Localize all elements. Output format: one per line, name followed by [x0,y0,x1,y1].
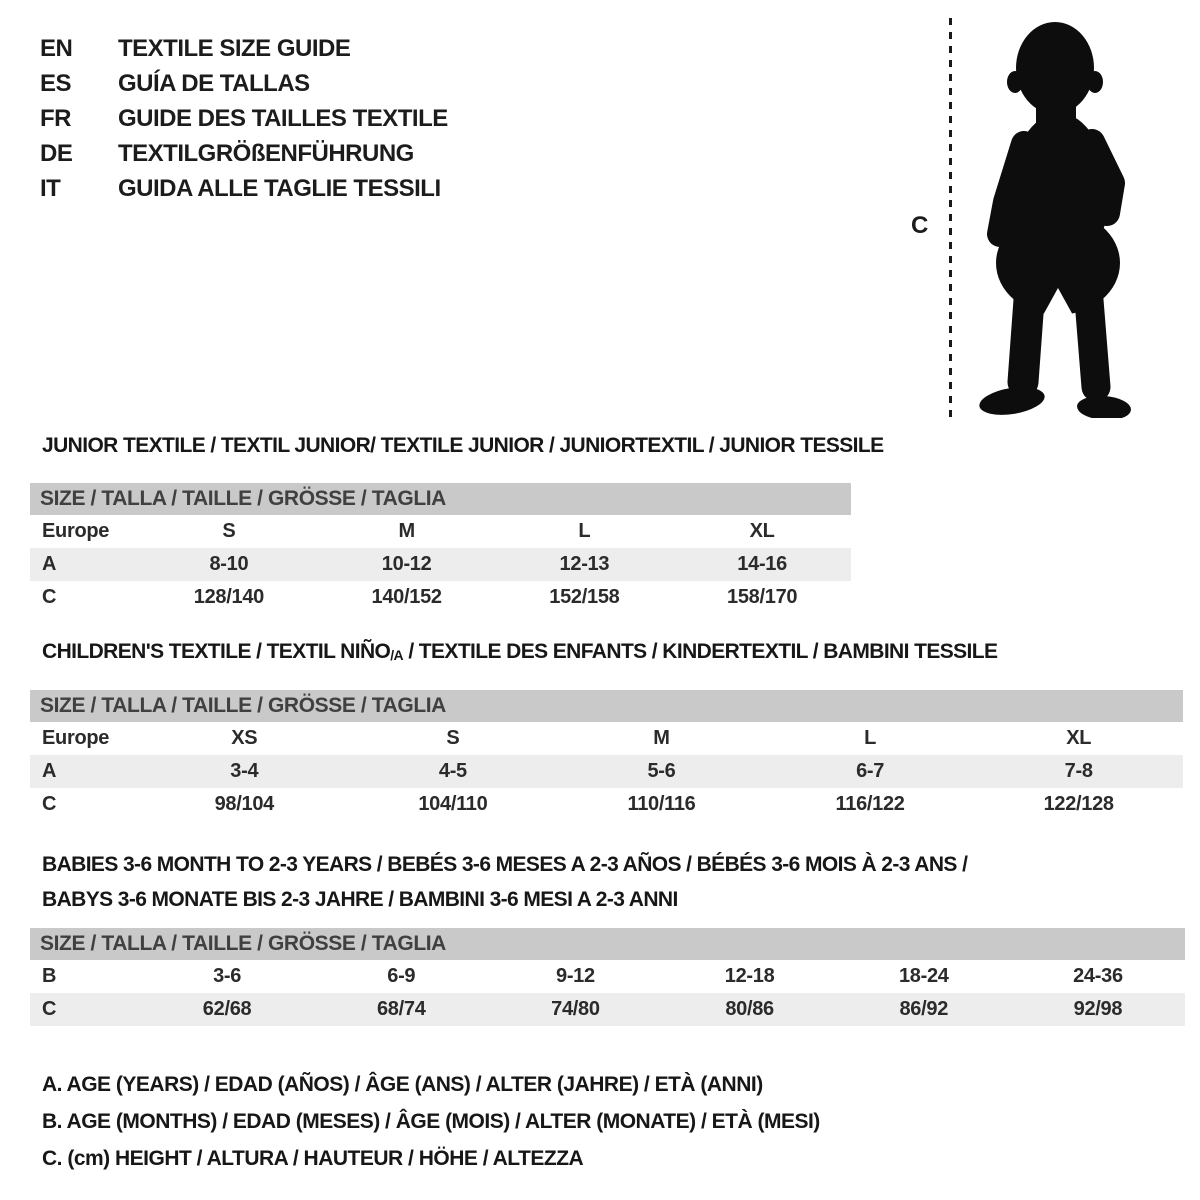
guide-title-en: TEXTILE SIZE GUIDE [118,35,351,62]
toddler-silhouette-icon [968,20,1135,418]
age-cell: 3-4 [230,760,259,782]
babies-section-title [42,847,967,917]
language-code-de: DE [40,140,73,167]
children-size-table [30,690,1183,821]
size-cell: M [653,727,670,749]
row-label: Europe [42,727,110,749]
language-code-en: EN [40,35,73,62]
children-size-header-bar: SIZE / TALLA / TAILLE / GRÖSSE / TAGLIA [30,690,1183,722]
children-row-height [30,788,1183,821]
age-cell: 10-12 [381,553,432,575]
children-row-europe [30,722,1183,755]
age-cell: 12-13 [559,553,610,575]
children-section-title [42,640,997,664]
age-cell: 8-10 [209,553,249,575]
row-label: C [42,586,57,608]
junior-row-europe [30,515,851,548]
language-row-en [40,31,448,66]
children-row-age [30,755,1183,788]
babies-size-table [30,928,1185,1026]
months-cell: 12-18 [724,965,775,987]
junior-size-table [30,483,851,614]
junior-size-header-bar: SIZE / TALLA / TAILLE / GRÖSSE / TAGLIA [30,483,851,515]
children-title-part2: / TEXTILE DES ENFANTS / KINDERTEXTIL / BAMBINI TESSILE [403,640,998,663]
size-cell: XL [749,520,775,542]
age-cell: 7-8 [1064,760,1093,782]
junior-section-title: JUNIOR TEXTILE / TEXTIL JUNIOR/ TEXTILE JUNIOR / JUNIORTEXTIL / JUNIOR TESSILE [42,434,884,457]
language-row-fr [40,101,448,136]
height-cell: 80/86 [725,998,774,1020]
row-label: B [42,965,57,987]
language-code-fr: FR [40,105,71,132]
height-cell: 74/80 [551,998,600,1020]
row-label: A [42,553,57,575]
babies-size-header-bar: SIZE / TALLA / TAILLE / GRÖSSE / TAGLIA [30,928,1185,960]
height-measure-label: C [911,212,929,239]
size-cell: L [864,727,877,749]
months-cell: 3-6 [213,965,242,987]
age-cell: 5-6 [647,760,676,782]
height-cell: 158/170 [727,586,798,608]
age-cell: 4-5 [438,760,467,782]
babies-title-line2: BABYS 3-6 MONATE BIS 2-3 JAHRE / BAMBINI 3-6 MESI A 2-3 ANNI [42,888,678,911]
row-label: A [42,760,57,782]
guide-title-es: GUÍA DE TALLAS [118,70,310,97]
height-measure-dashed-line [949,18,952,420]
size-cell: XL [1066,727,1092,749]
height-cell: 110/116 [627,793,696,815]
babies-title-line1: BABIES 3-6 MONTH TO 2-3 YEARS / BEBÉS 3-6 MESES A 2-3 AÑOS / BÉBÉS 3-6 MOIS À 2-3 ANS / [42,853,968,876]
language-row-de [40,136,448,171]
age-cell: 14-16 [737,553,787,575]
junior-row-age [30,548,851,581]
guide-title-de: TEXTILGRÖßENFÜHRUNG [118,140,414,167]
guide-title-fr: GUIDE DES TAILLES TEXTILE [118,105,448,132]
size-cell: S [446,727,460,749]
size-cell: M [398,520,415,542]
children-title-part1: CHILDREN'S TEXTILE / TEXTIL NIÑO [42,640,391,663]
children-title-sub: /A [390,647,404,663]
height-cell: 104/110 [418,793,488,815]
size-cell: XS [231,727,258,749]
language-title-list [40,31,448,206]
height-cell: 128/140 [193,586,264,608]
size-cell: L [578,520,591,542]
months-cell: 18-24 [898,965,949,987]
height-cell: 122/128 [1043,793,1114,815]
measurement-legend [42,1066,820,1177]
row-label: Europe [42,520,110,542]
age-cell: 6-7 [856,760,885,782]
size-cell: S [222,520,236,542]
height-cell: 68/74 [376,998,426,1020]
legend-line-age-years: A. AGE (YEARS) / EDAD (AÑOS) / ÂGE (ANS) / ALTER (JAHRE) / ETÀ (ANNI) [42,1073,763,1096]
height-cell: 62/68 [202,998,252,1020]
babies-row-months [30,960,1185,993]
guide-title-it: GUIDA ALLE TAGLIE TESSILI [118,175,441,202]
language-row-it [40,171,448,206]
months-cell: 9-12 [556,965,595,987]
row-label: C [42,998,57,1020]
language-row-es [40,66,448,101]
height-cell: 92/98 [1073,998,1123,1020]
months-cell: 24-36 [1073,965,1123,987]
height-cell: 116/122 [835,793,905,815]
height-cell: 98/104 [214,793,274,815]
language-code-es: ES [40,70,72,97]
legend-line-age-months: B. AGE (MONTHS) / EDAD (MESES) / ÂGE (MOIS) / ALTER (MONATE) / ETÀ (MESI) [42,1110,820,1133]
row-label: C [42,793,57,815]
months-cell: 6-9 [387,965,416,987]
height-cell: 140/152 [371,586,442,608]
language-code-it: IT [40,175,61,202]
height-cell: 86/92 [899,998,949,1020]
height-cell: 152/158 [549,586,620,608]
babies-row-height [30,993,1185,1026]
junior-row-height [30,581,851,614]
legend-line-height-cm: C. (cm) HEIGHT / ALTURA / HAUTEUR / HÖHE / ALTEZZA [42,1147,584,1170]
